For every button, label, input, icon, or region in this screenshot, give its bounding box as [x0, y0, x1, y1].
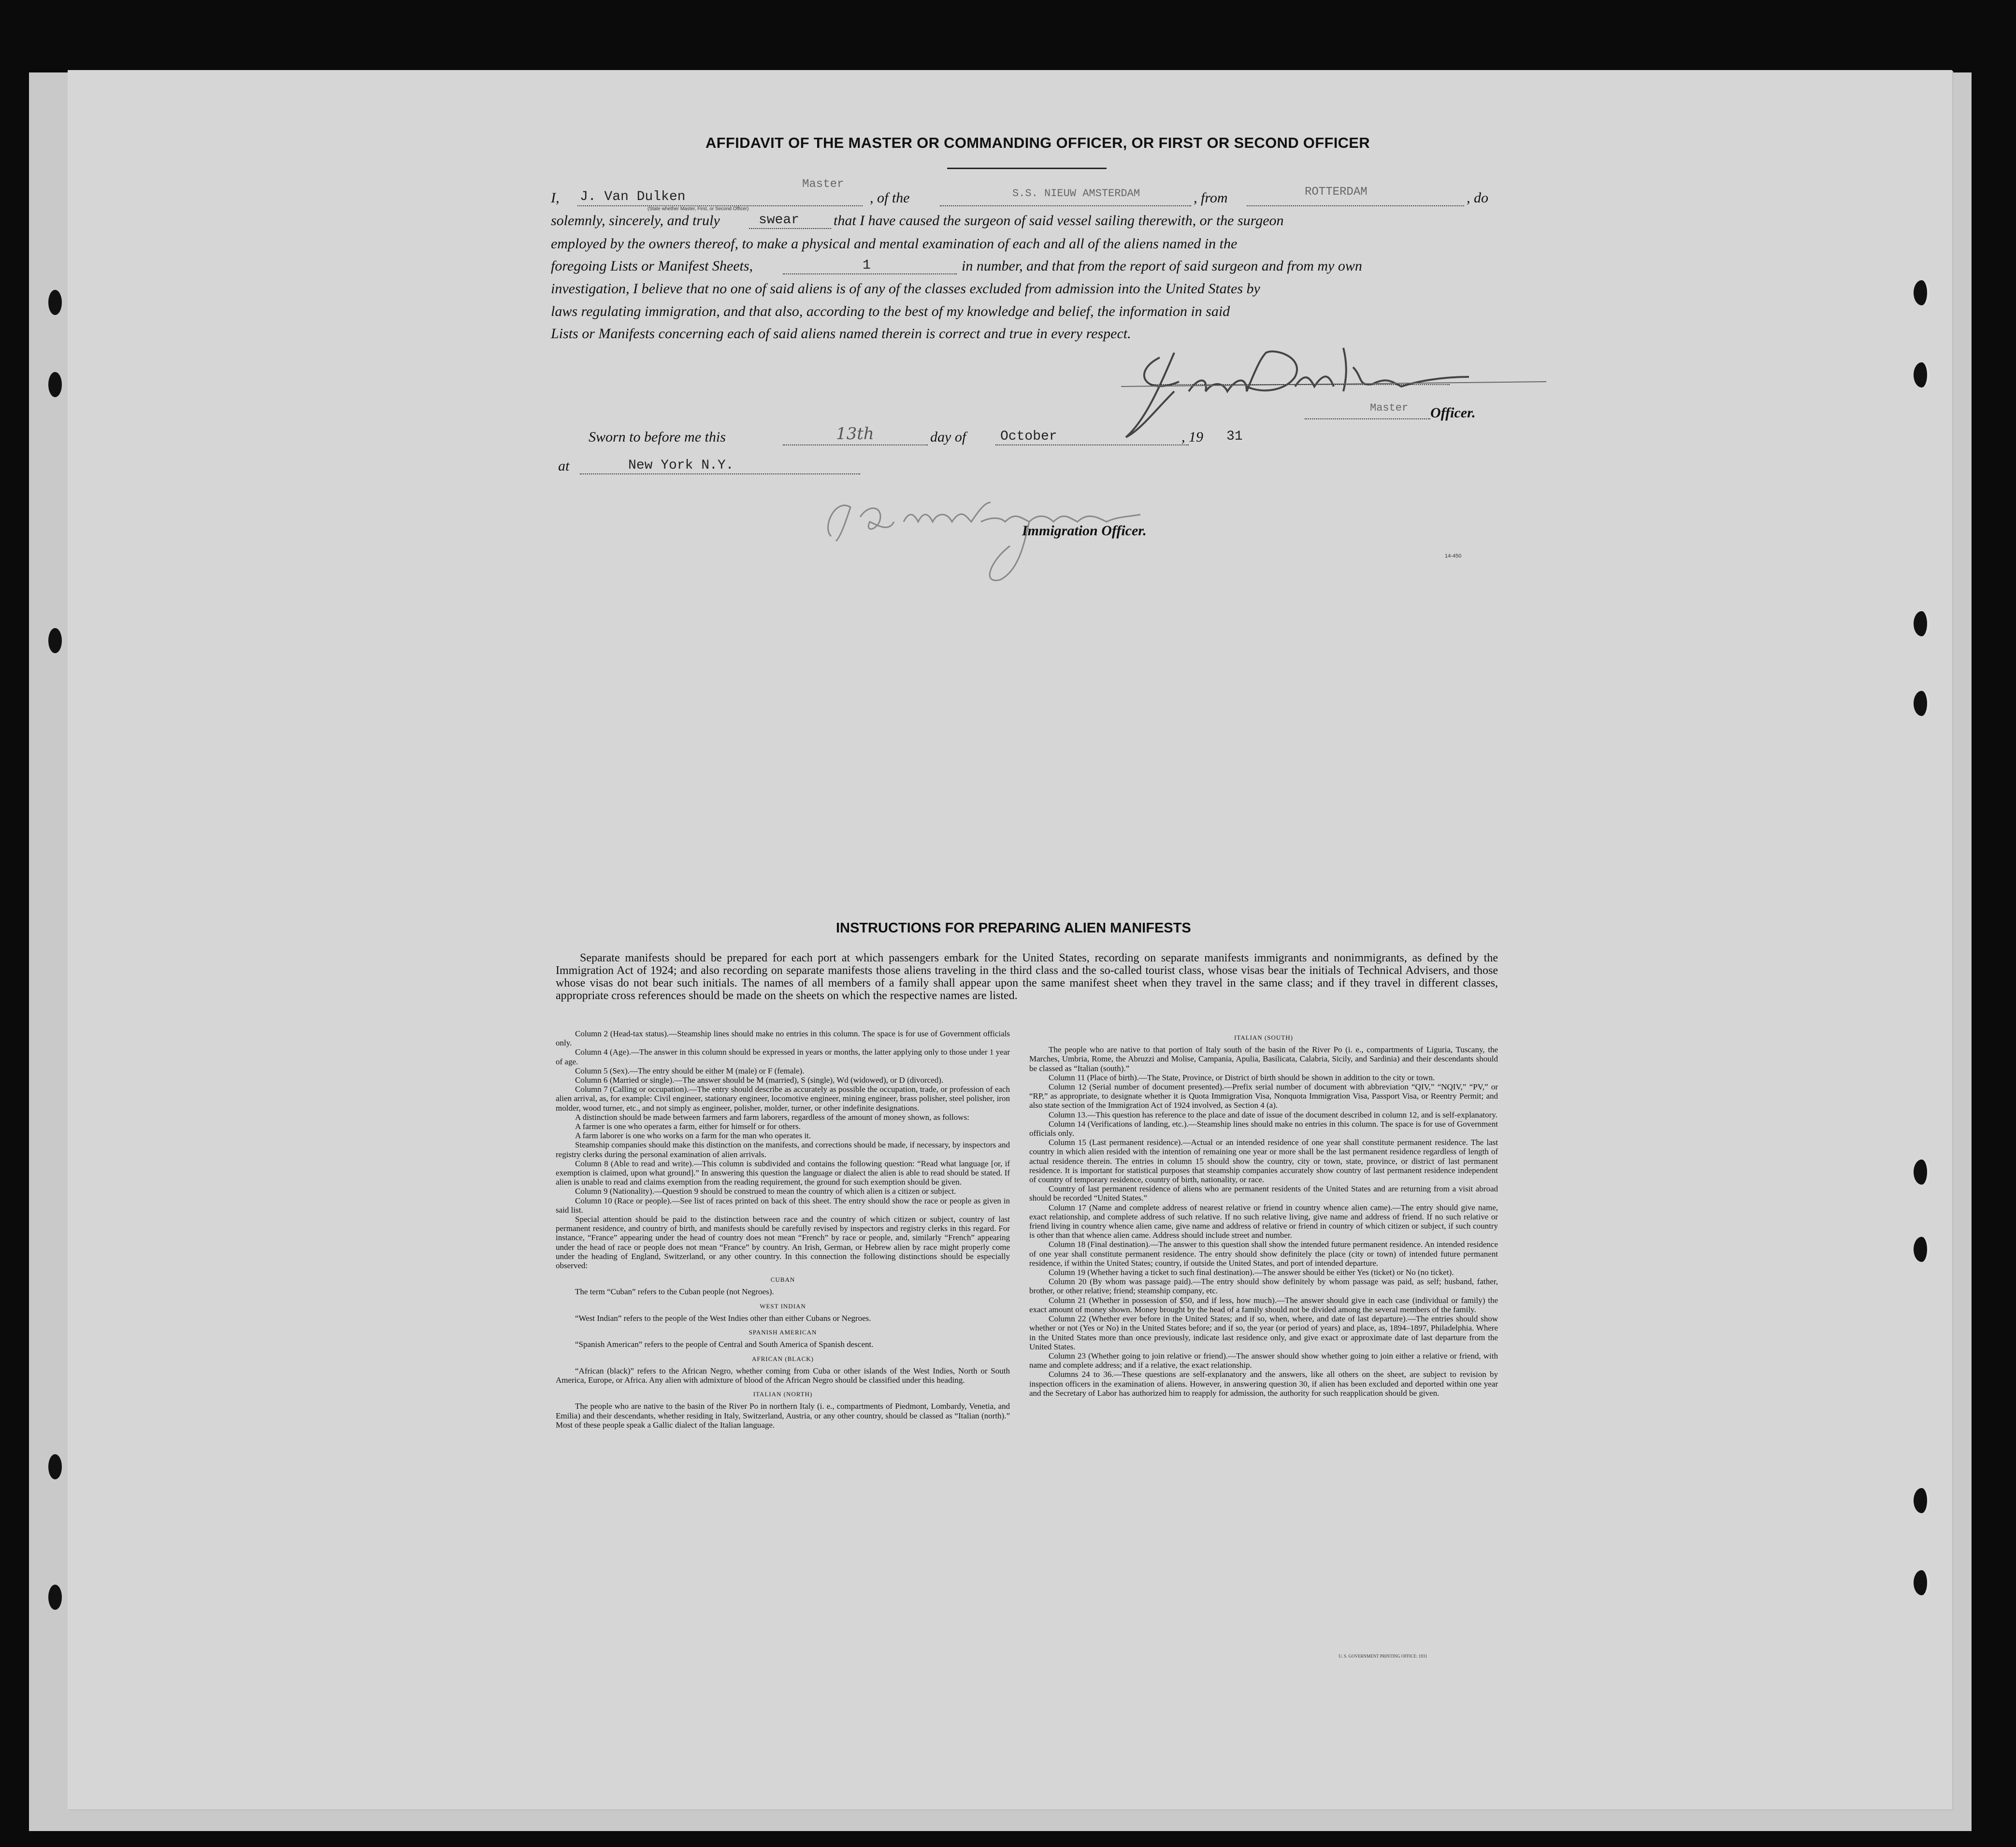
right-para: Country of last permanent residence of aliens who are permanent residents of the United States and are returning from a visit abroad should be recorded “United States.” — [1029, 1184, 1498, 1203]
right-para: The people who are native to that portion of Italy south of the basin of the River Po (i. e., compartments of Liguria, Tuscany, the Marches, Umbria, Rome, the Abruzzi and Molise, Campania, Apulia, Basilicata, Calabria, Sicily, and Sardinia) and their descendants should be classed as “Italian (south).” — [1029, 1045, 1498, 1073]
binder-hole — [1914, 611, 1930, 636]
oath-line — [749, 228, 831, 229]
binder-hole — [48, 290, 62, 315]
cuban-text: The term “Cuban” refers to the Cuban people (not Negroes). — [575, 1287, 774, 1297]
port-stamp: ROTTERDAM — [1305, 186, 1368, 199]
binder-hole — [48, 372, 62, 397]
binder-hole — [1914, 1160, 1930, 1185]
immigration-label: Immigration Officer. — [1022, 523, 1147, 539]
vessel-line — [940, 205, 1191, 206]
right-para: Column 15 (Last permanent residence).—Actual or an intended residence of one year shall constitute permanent residence. The last country in which alien resided with the intention of remaining one year or more shall be the last permanent residence regardless of length of actual residence therein. The entries in column 15 should show the country, city or town, state, province, or district of last permanent residence. It is important for statistical purposes that steamship companies accurately show country of last permanent residence independent of country of temporary residence, country of birth, nationality, or race. — [1029, 1138, 1498, 1185]
signature-line — [1150, 384, 1450, 385]
rank-stamp: Master — [802, 178, 844, 191]
left-para: A distinction should be made between farmers and farm laborers, regardless of the amount of money shown, as follows: — [575, 1112, 969, 1122]
aff-line2b: that I have caused the surgeon of said vessel sailing therewith, or the surgeon — [834, 213, 1284, 229]
instructions-left-column — [556, 1029, 1010, 1430]
left-para: Column 7 (Calling or occupation).—The entry should describe as accurately as possible the occupation, trade, or profession of each alien arrival, as, for example: Civil engineer, stationary engineer, locomotive engineer, mining engineer, brass polisher, steel polisher, iron molder, wood turner, etc., and not simply as engineer, polisher, molder, turner, or other indefinite designations. — [556, 1085, 1010, 1113]
left-para: Column 4 (Age).—The answer in this column should be expressed in years or months, the latter applying only to those under 1 year of age. — [556, 1047, 1010, 1066]
left-para: Column 2 (Head-tax status).—Steamship lines should make no entries in this column. The space is for use of Government officials only. — [556, 1029, 1010, 1048]
aff-line2a: solemnly, sincerely, and truly — [551, 213, 720, 229]
aff-from: , from — [1194, 190, 1228, 206]
right-para: Column 17 (Name and complete address of nearest relative or friend in country whence alien came).—The entry should give name, exact relationship, and complete address of such relative. If no such relative living, give name and address of friend. If no such relative or friend living in country whence alien came, give name and address of relative or friend in country of which citizen or subject, if such country is other than that whence alien came. Address should include street and number. — [1029, 1203, 1498, 1240]
instructions-intro: Separate manifests should be prepared for each port at which passengers embark for the United States, recording on separate manifests immigrants and nonimmigrants, as defined by the Immigration Act of 1924; and also recording on separate manifests those aliens traveling in the third class and the so-called tourist class, whose visas bear the initials of Technical Advisers, and those whose visas do not bear such initials. The names of all members of a family shall appear upon the same manifest sheet when they travel in the same class; and if they travel in different classes, appropriate cross references should be made on the sheets on which the respective names are listed. — [556, 952, 1498, 1002]
west-indian-heading: WEST INDIAN — [760, 1302, 806, 1310]
binder-hole — [48, 628, 62, 653]
binder-hole — [48, 1454, 62, 1479]
day-line — [783, 444, 928, 445]
form-number: 14-450 — [1445, 553, 1462, 559]
aff-do: , do — [1467, 190, 1488, 206]
printer-line: U. S. GOVERNMENT PRINTING OFFICE: 1931 — [1339, 1654, 1427, 1659]
left-para: Special attention should be paid to the distinction between race and the country of which citizen or subject, country of last permanent residence, and country of birth, and manifests should be carefully revised by inspectors and registry clerks in this regard. For instance, “France” appearing under the head of country does not mean “French” by race or people, and, similarly “French” appearing under the head of race or people does not mean “France” by country. An Irish, German, or Hebrew alien by race might properly come under the heading of England, Switzerland, or any other country. In this connection the following distinctions should be especially observed: — [556, 1215, 1010, 1271]
month-line — [995, 444, 1189, 445]
port-line — [1247, 205, 1464, 206]
aff-of-the: , of the — [870, 190, 910, 206]
binder-hole — [48, 1585, 62, 1610]
aff-line3: employed by the owners thereof, to make a physical and mental examination of each and all of the aliens named in the — [551, 236, 1238, 252]
right-para: Column 13.—This question has reference to the place and date of issue of the document described in column 12, and is self-explanatory. — [1049, 1110, 1498, 1119]
binder-hole — [1914, 362, 1930, 387]
aff-line5: investigation, I believe that no one of said aliens is of any of the classes excluded from admission into the United States by — [551, 281, 1260, 297]
left-para: Column 10 (Race or people).—See list of races printed on back of this sheet. The entry should show the race or people as given in said list. — [556, 1196, 1010, 1215]
right-para: Column 18 (Final destination).—The answer to this question shall show the intended future permanent residence. An intended residence of one year shall constitute permanent residence. The entry should show definitely the place (city or town) of intended future permanent residence, if within the United States; country, if outside the United States, and port of intended departure. — [1029, 1240, 1498, 1268]
year-suffix: 31 — [1226, 429, 1243, 444]
month: October — [1000, 429, 1057, 444]
left-para: Column 9 (Nationality).—Question 9 should be construed to mean the country of which alien is a citizen or subject. — [575, 1187, 956, 1196]
right-para: Column 19 (Whether having a ticket to such final destination).—The answer should be either Yes (ticket) or No (no ticket). — [1049, 1268, 1454, 1277]
cuban-heading: CUBAN — [770, 1276, 795, 1284]
officer-stamp: Master — [1370, 402, 1409, 414]
right-para: Column 12 (Serial number of document presented).—Prefix serial number of document with abbreviation “QIV,” “NQIV,” “PV,” or “RP,” as appropriate, to designate whether it is Quota Immigration Visa, Nonquota Immigration Visa, Passport Visa, or Reentry Permit; and also state section of the Immigration Act of 1924 involved, as Section 4 (a). — [1029, 1082, 1498, 1110]
rank-hint: (State whether Master, First, or Second Officer) — [648, 206, 749, 212]
left-para: Column 8 (Able to read and write).—This column is subdivided and contains the following question: “Read what language [or, if exemption is claimed, upon what ground].” In answering this question the language or dialect the alien is able to read should be stated. If alien is unable to read and claims exemption from the reading requirement, the ground for such exemption should be given. — [556, 1159, 1010, 1187]
place: New York N.Y. — [628, 458, 734, 473]
sheets-count: 1 — [863, 258, 871, 273]
italian-north-text: The people who are native to the basin of the River Po in northern Italy (i. e., compartments of Piedmont, Lombardy, Venetia, and Emilia) and their descendants, whether residing in Italy, Switzerland, Austria, or any other country, should be classed as “Italian (north).” Most of these people speak a Gallic dialect of the Italian language. — [556, 1402, 1010, 1430]
left-para: Column 5 (Sex).—The entry should be either M (male) or F (female). — [575, 1066, 805, 1075]
oath-word: swear — [759, 213, 800, 228]
right-para: Column 20 (By whom was passage paid).—The entry should show definitely by whom passage was paid, as self; husband, father, brother, or other relative; friend; steamship company, etc. — [1029, 1277, 1498, 1296]
master-name: J. Van Dulken — [580, 189, 686, 204]
day-number: 13th — [836, 424, 874, 444]
right-para: Column 14 (Verifications of landing, etc.).—Steamship lines should make no entries in this column. The space is for use of Government officials only. — [1029, 1119, 1498, 1138]
aff-line4a: foregoing Lists or Manifest Sheets, — [551, 258, 753, 274]
title-rule — [947, 168, 1107, 169]
sheets-line — [783, 273, 957, 274]
left-para: Column 6 (Married or single).—The answer should be M (married), S (single), Wd (widowed), or D (divorced). — [575, 1075, 944, 1085]
at-label: at — [558, 458, 570, 474]
aff-line6: laws regulating immigration, and that also, according to the best of my knowledge and belief, the information in said — [551, 303, 1230, 319]
african-heading: AFRICAN (BLACK) — [751, 1355, 814, 1362]
african-text: “African (black)” refers to the African Negro, whether coming from Cuba or other islands of the West Indies, North or South America, Europe, or Africa. Any alien with admixture of blood of the African Negro should be classified under this heading. — [556, 1366, 1010, 1385]
right-para: Column 21 (Whether in possession of $50, and if less, how much).—The answer should give in each case (individual or family) the exact amount of money shown. Money brought by the head of a family should not be divided among the several members of the family. — [1029, 1295, 1498, 1314]
left-para: A farmer is one who operates a farm, either for himself or for others. — [575, 1122, 801, 1131]
place-line — [580, 473, 860, 474]
italian-south-heading: ITALIAN (SOUTH) — [1234, 1034, 1293, 1041]
binder-hole — [1914, 691, 1930, 716]
left-para: A farm laborer is one who works on a farm for the man who operates it. — [575, 1131, 811, 1141]
binder-hole — [1914, 280, 1930, 305]
vessel-stamp: S.S. NIEUW AMSTERDAM — [1012, 187, 1140, 200]
west-indian-text: “West Indian” refers to the people of the West Indies other than either Cubans or Negroes. — [575, 1313, 871, 1323]
right-para: Column 22 (Whether ever before in the United States; and if so, when, where, and date of last departure).—The entries should show whether or not (Yes or No) in the United States before; and if so, the year (or period of years) and place, as, 1894–1897, Philadelphia. Where in the United States more than once previously, indicate last residence only, and give exact or approximate date of last departure from the United States. — [1029, 1314, 1498, 1351]
spanish-american-heading: SPANISH AMERICAN — [749, 1329, 817, 1336]
officer-line — [1305, 418, 1430, 419]
spanish-american-text: “Spanish American” refers to the people of Central and South America of Spanish descent. — [575, 1340, 874, 1349]
aff-i: I, — [551, 190, 560, 206]
binder-hole — [1914, 1488, 1930, 1513]
right-para: Column 23 (Whether going to join relative or friend).—The answer should show whether going to join either a relative or friend, with name and complete address; and if a relative, the exact relationship. — [1029, 1351, 1498, 1370]
binder-hole — [1914, 1237, 1930, 1262]
instructions-title: INSTRUCTIONS FOR PREPARING ALIEN MANIFESTS — [836, 920, 1191, 936]
aff-line7: Lists or Manifests concerning each of said aliens named therein is correct and true in every respect. — [551, 326, 1131, 342]
year-prefix: , 19 — [1181, 429, 1203, 445]
day-of: day of — [930, 429, 966, 445]
officer-label: Officer. — [1430, 405, 1476, 421]
affidavit-title: AFFIDAVIT OF THE MASTER OR COMMANDING OFFICER, OR FIRST OR SECOND OFFICER — [706, 134, 1370, 151]
italian-north-heading: ITALIAN (NORTH) — [753, 1390, 813, 1398]
sworn-text: Sworn to before me this — [589, 429, 726, 445]
instructions-right-column — [1029, 1033, 1498, 1398]
binder-hole — [1914, 1570, 1930, 1595]
left-para: Steamship companies should make this distinction on the manifests, and corrections should be made, if necessary, by inspectors and registry clerks during the personal examination of alien arrivals. — [556, 1140, 1010, 1159]
right-para: Column 11 (Place of birth).—The State, Province, or District of birth should be shown in addition to the city or town. — [1049, 1073, 1435, 1082]
aff-line4b: in number, and that from the report of said surgeon and from my own — [962, 258, 1362, 274]
right-para: Columns 24 to 36.—These questions are self-explanatory and the answers, like all others on the sheet, are subject to revision by inspection officers in the examination of aliens. However, in answering question 30, if alien has been excluded and deported within one year and the Secretary of Labor has authorized him to reapply for admission, the authority for such reapplication should be given. — [1029, 1370, 1498, 1398]
